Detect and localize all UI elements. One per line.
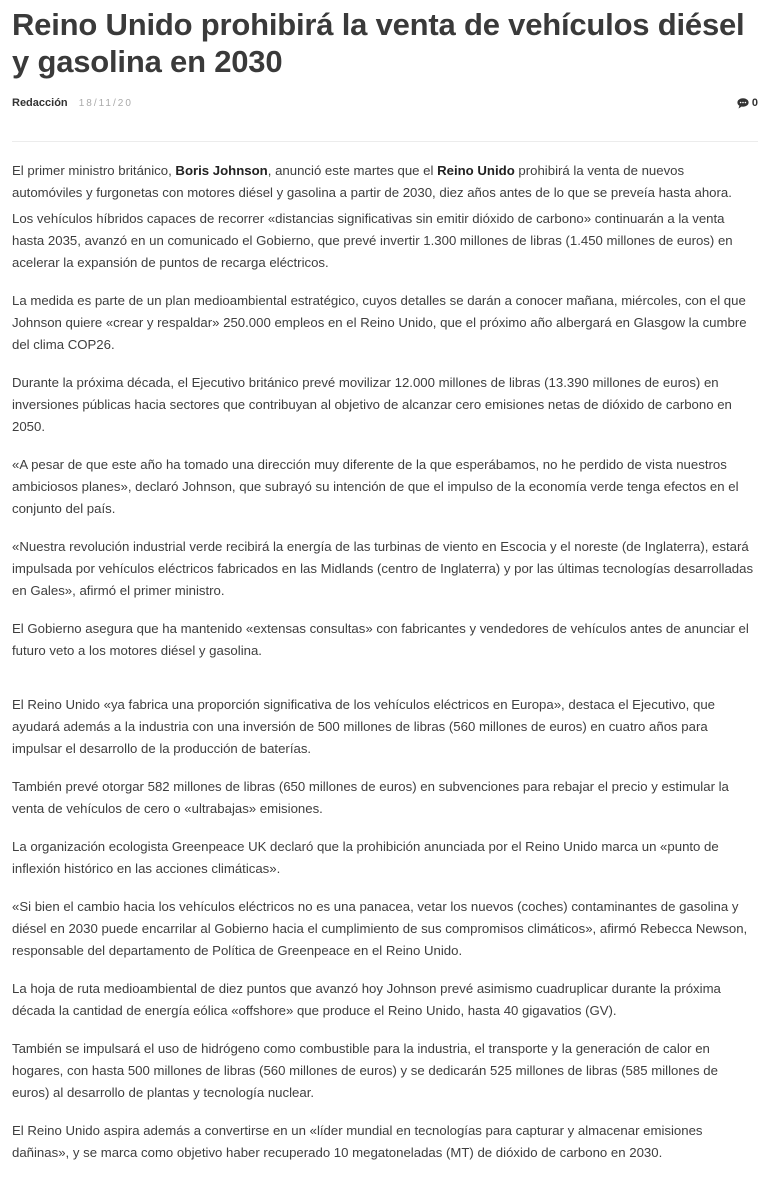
comment-bubble-icon bbox=[737, 98, 749, 109]
paragraph-1: El primer ministro británico, Boris Johnson, anunció este martes que el Reino Unido prohibirá la venta de nuevos automóviles y furgonetas con motores diésel y gasolina a partir de 2030, diez años antes de lo que se preveía hasta ahora. bbox=[12, 163, 732, 200]
divider bbox=[12, 141, 758, 142]
paragraph-14: El Reino Unido aspira además a convertirse en un «líder mundial en tecnologías para capturar y almacenar emisiones dañinas», y se marca como objetivo haber recuperado 10 megatoneladas (MT) de dióxido de carbono en 2030. bbox=[12, 1123, 703, 1160]
paragraph-10: La organización ecologista Greenpeace UK declaró que la prohibición anunciada por el Reino Unido marca un «punto de inflexión histórico en las acciones climáticas». bbox=[12, 839, 719, 876]
bold-reino-unido: Reino Unido bbox=[437, 163, 515, 178]
paragraph-4: Durante la próxima década, el Ejecutivo británico prevé movilizar 12.000 millones de libras (13.390 millones de euros) en inversiones públicas hacia sectores que contribuyan al objetivo de alcanzar cero emisiones netas de dióxido de carbono en 2050. bbox=[12, 375, 732, 434]
article-meta bbox=[12, 97, 758, 117]
article bbox=[12, 0, 758, 1180]
paragraph-5: «A pesar de que este año ha tomado una dirección muy diferente de la que esperábamos, no he perdido de vista nuestros ambiciosos planes», declaró Johnson, que subrayó su intención de que el impulso de la economía verde tenga efectos en el conjunto del país. bbox=[12, 457, 739, 516]
comment-count: 0 bbox=[751, 97, 758, 109]
paragraph-12: La hoja de ruta medioambiental de diez puntos que avanzó hoy Johnson prevé asimismo cuadruplicar durante la próxima década la cantidad de energía eólica «offshore» que produce el Reino Unido, hasta 40 gigavatios (GV). bbox=[12, 981, 721, 1018]
paragraph-2: Los vehículos híbridos capaces de recorrer «distancias significativas sin emitir dióxido de carbono» continuarán a la venta hasta 2035, avanzó en un comunicado el Gobierno, que prevé invertir 1.300 millones de libras (1.450 millones de euros) en acelerar la expansión de puntos de recarga eléctricos. bbox=[12, 211, 733, 270]
bold-boris-johnson: Boris Johnson bbox=[175, 163, 268, 178]
paragraph-6: «Nuestra revolución industrial verde recibirá la energía de las turbinas de viento en Escocia y el noreste (de Inglaterra), estará impulsada por vehículos eléctricos fabricados en las Midlands (centro de Inglaterra) y por las últimas tecnologías desarrolladas en Gales», afirmó el primer ministro. bbox=[12, 539, 754, 598]
paragraph-11: «Si bien el cambio hacia los vehículos eléctricos no es una panacea, vetar los nuevos (coches) contaminantes de gasolina y diésel en 2030 puede encarrilar al Gobierno hacia el cumplimiento de sus compromisos climáticos», afirmó Rebecca Newson, responsable del departamento de Política de Greenpeace en el Reino Unido. bbox=[12, 899, 748, 958]
paragraph-9: También prevé otorgar 582 millones de libras (650 millones de euros) en subvenciones para rebajar el precio y estimular la venta de vehículos de cero o «ultrabajas» emisiones. bbox=[12, 779, 729, 816]
paragraph-13: También se impulsará el uso de hidrógeno como combustible para la industria, el transporte y la generación de calor en hogares, con hasta 500 millones de libras (560 millones de euros) y se dedicarán 525 millones de libras (585 millones de euros) al desarrollo de plantas y tecnología nuclear. bbox=[12, 1041, 718, 1100]
paragraph-3: La medida es parte de un plan medioambiental estratégico, cuyos detalles se darán a conocer mañana, miércoles, con el que Johnson quiere «crear y respaldar» 250.000 empleos en el Reino Unido, que el próximo año albergará en Glasgow la cumbre del clima COP26. bbox=[12, 293, 747, 352]
publish-date: 18/11/20 bbox=[78, 98, 133, 109]
paragraph-8: El Reino Unido «ya fabrica una proporción significativa de los vehículos eléctricos en Europa», destaca el Ejecutivo, que ayudará además a la industria con una inversión de 500 millones de libras (560 millones de euros) en cuatro años para impulsar el desarrollo de la producción de baterías. bbox=[12, 697, 716, 756]
article-body bbox=[12, 160, 758, 1164]
article-title: Reino Unido prohibirá la venta de vehículos diésel y gasolina en 2030 bbox=[12, 7, 745, 79]
comments-link[interactable] bbox=[737, 97, 758, 109]
author-link[interactable]: Redacción bbox=[12, 97, 68, 109]
paragraph-7: El Gobierno asegura que ha mantenido «extensas consultas» con fabricantes y vendedores de vehículos antes de anunciar el futuro veto a los motores diésel y gasolina. bbox=[12, 621, 749, 658]
